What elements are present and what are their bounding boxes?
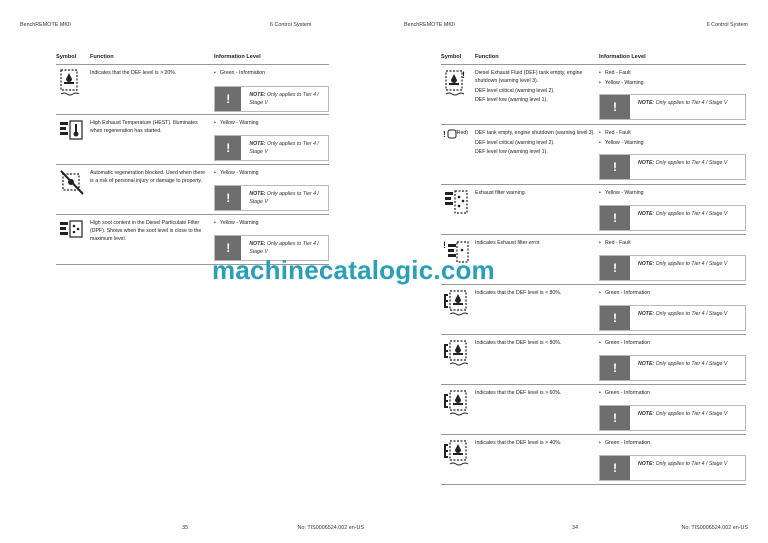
info-level-list [599,189,746,199]
note-box [599,355,746,381]
info-level-item: • Green - Information [214,69,329,79]
info-level-list [599,239,746,249]
red-label: (Red) [455,130,468,136]
note-label: NOTE: [638,361,655,367]
function-line: Indicates that the DEF level is > 40%. [475,440,562,446]
info-level-item: • Yellow - Warning [214,219,329,229]
svg-text:!: ! [443,130,446,139]
header-section: 6 Control System [706,22,748,28]
header-section: 6 Control System [270,22,312,28]
warning-icon: ! [600,155,630,179]
def-level-icon [443,388,471,418]
info-level-list [599,289,746,299]
note-label: NOTE: [638,411,655,417]
note-box [599,305,746,331]
warning-icon: ! [600,256,630,280]
doc-number: No: TIS0006524.002 en-US [681,525,748,531]
function-text [475,129,595,158]
note-text [241,186,328,210]
function-text [475,239,595,249]
note-body: Only applies to Tier 4 / Stage V [249,141,319,155]
warning-icon: ! [600,356,630,380]
info-level-item: • Yellow - Warning [599,189,746,199]
note-box [599,455,746,481]
info-level-item: • Yellow - Warning [599,79,746,89]
def-level-icon [443,288,471,318]
exhaust-filter-icon [443,188,471,218]
exhaust-temperature-icon [58,118,86,148]
info-level-list [214,219,329,229]
info-level-list [599,389,746,399]
symbol-table [56,64,329,265]
warning-icon: ! [215,236,241,260]
col-function: Function [475,54,499,60]
function-text [90,169,210,187]
note-text [241,87,328,111]
header-title: BenchREMOTE MKII [20,22,71,28]
warning-icon: ! [600,95,630,119]
function-line: Indicates that the DEF level is > 20%. [90,70,177,76]
table-row [441,284,746,334]
table-row [56,164,329,214]
note-body: Only applies to Tier 4 / Stage V [655,311,728,317]
table-header [441,54,746,64]
function-line: High soot content in the Diesel Particulate Filter (DPF). Shows when the soot level is close to the maximum level. [90,220,202,242]
note-label: NOTE: [249,191,266,197]
function-line: DEF level low (warning level 1). [475,97,548,103]
regeneration-blocked-icon [58,168,86,198]
col-info: Information Level [214,54,261,60]
warning-icon: ! [600,456,630,480]
note-label: NOTE: [638,100,655,106]
warning-icon: ! [215,136,241,160]
note-text [630,356,727,380]
note-body: Only applies to Tier 4 / Stage V [655,100,728,106]
function-text [475,339,595,349]
col-function: Function [90,54,114,60]
note-body: Only applies to Tier 4 / Stage V [655,461,728,467]
table-row [441,64,746,124]
page-number: 35 [182,525,188,531]
note-text [630,206,727,230]
function-line: DEF level low (warning level 1). [475,149,548,155]
note-body: Only applies to Tier 4 / Stage V [655,361,728,367]
note-label: NOTE: [638,211,655,217]
function-line: DEF level critical (warning level 2). [475,139,555,146]
function-line: DEF level critical (warning level 2). [475,87,555,94]
function-line: Exhaust filter warning. [475,190,527,196]
function-line: Diesel Exhaust Fluid (DEF) tank empty, engine shutdown (warning level 3). [475,70,583,84]
note-text [241,136,328,160]
table-row [441,434,746,484]
note-text [630,306,727,330]
info-level-list [214,169,329,179]
function-text [475,189,595,199]
function-line: Indicates that the DEF level is < 80%. [475,290,562,296]
note-label: NOTE: [249,241,266,247]
info-level-item: • Yellow - Warning [599,139,746,149]
function-line: Indicates Exhaust filter error. [475,240,541,246]
function-text [475,69,595,106]
page-number: 34 [572,525,578,531]
note-box [599,405,746,431]
col-symbol: Symbol [56,54,77,60]
def-tank-empty-icon [443,68,471,98]
function-text [90,69,210,79]
note-text [630,406,727,430]
note-body: Only applies to Tier 4 / Stage V [655,411,728,417]
note-label: NOTE: [249,92,266,98]
info-level-item: • Red - Fault [599,239,746,249]
note-text [630,95,727,119]
table-row [56,114,329,164]
function-text [475,439,595,449]
def-tank-icon [58,68,86,98]
info-level-item: • Green - Information [599,439,746,449]
function-line: Indicates that the DEF level is < 80%. [475,340,562,346]
function-line: High Exhaust Temperature (HEST). Illuminates when regeneration has started. [90,120,198,134]
note-text [630,456,727,480]
def-level-icon [443,438,471,468]
col-symbol: Symbol [441,54,462,60]
info-level-item: • Green - Information [599,289,746,299]
info-level-item: • Yellow - Warning [214,169,329,179]
col-info: Information Level [599,54,646,60]
note-label: NOTE: [638,160,655,166]
warning-icon: ! [215,87,241,111]
note-label: NOTE: [638,261,655,267]
watermark: machinecatalogic.com [212,255,495,285]
info-level-item: • Red - Fault [599,69,746,79]
warning-icon: ! [215,186,241,210]
info-level-list [599,69,746,88]
note-label: NOTE: [638,311,655,317]
note-body: Only applies to Tier 4 / Stage V [655,261,728,267]
note-box [214,185,329,211]
note-label: NOTE: [638,461,655,467]
note-body: Only applies to Tier 4 / Stage V [249,92,319,106]
table-row [56,64,329,114]
table-header [56,54,329,64]
function-line: Automatic regeneration blocked. Used when there is a risk of personal injury or damage to property. [90,170,206,184]
table-row [441,334,746,384]
note-box [599,205,746,231]
note-body: Only applies to Tier 4 / Stage V [249,191,319,205]
note-label: NOTE: [249,141,266,147]
function-text [475,389,595,399]
info-level-list [599,129,746,148]
info-level-list [214,119,329,129]
note-text [630,155,727,179]
table-row [441,384,746,434]
note-box [214,86,329,112]
svg-text:!: ! [443,240,446,250]
info-level-item: • Red - Fault [599,129,746,139]
info-level-list [214,69,329,79]
svg-text:!: ! [462,70,465,80]
function-text [90,119,210,137]
note-box [599,255,746,281]
warning-icon: ! [600,206,630,230]
table-row [441,184,746,234]
function-text [475,289,595,299]
function-line: DEF tank empty, engine shutdown (warning level 3). [475,130,595,136]
table-end-rule [441,484,746,485]
header-title: BenchREMOTE MKII [404,22,455,28]
note-body: Only applies to Tier 4 / Stage V [655,160,728,166]
note-body: Only applies to Tier 4 / Stage V [655,211,728,217]
note-box [214,135,329,161]
warning-icon: ! [600,306,630,330]
info-level-list [599,339,746,349]
note-text [630,256,727,280]
warning-icon: ! [600,406,630,430]
info-level-item: • Green - Information [599,389,746,399]
info-level-list [599,439,746,449]
function-line: Indicates that the DEF level is > 60%. [475,390,562,396]
note-box [599,154,746,180]
note-box [599,94,746,120]
table-row [441,124,746,184]
doc-number: No: TIS0006524.002 en-US [297,525,364,531]
def-level-icon [443,338,471,368]
info-level-item: • Yellow - Warning [214,119,329,129]
info-level-item: • Green - Information [599,339,746,349]
soot-dpf-icon [58,218,86,248]
note-body: Only applies to Tier 4 / Stage V [249,241,319,255]
function-text [90,219,210,245]
